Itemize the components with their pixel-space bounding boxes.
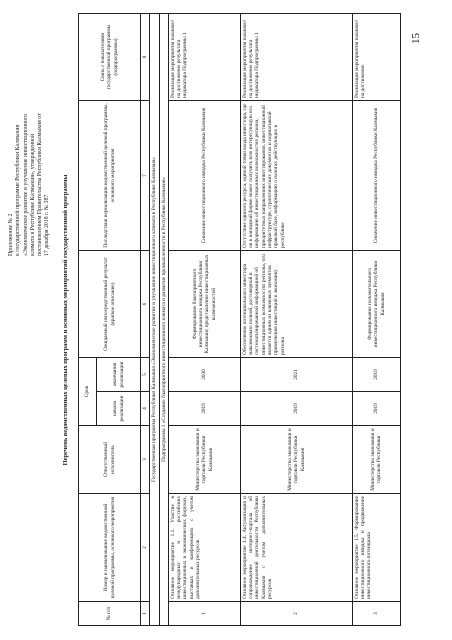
header-link: Связь с показателями государственной программы (подпрограммы): [79, 14, 141, 101]
column-number: 7: [141, 101, 150, 251]
row-end: 2019: [352, 358, 400, 392]
subprogram-row: Подпрограмма 1 «Создание благоприятного инвестиционного климата и развитие промышленности в Республике Калмыкия»: [159, 14, 168, 626]
header-result: Ожидаемый непосредственный результат (краткое описание): [79, 251, 141, 358]
table-row: [168, 14, 240, 626]
row-consequences: Снижение инвестиционного имиджа Республики Калмыкия: [168, 101, 240, 251]
row-executor: Министерство экономики и торговли Республики Калмыкия: [168, 426, 240, 494]
row-name: Основное мероприятие 1.5. Формирование инвестиционного имиджа и продвижение инвестиционного потенциала: [352, 494, 400, 602]
row-executor: Министерство экономики и торговли Республики: [352, 426, 400, 494]
program-row: Государственная программа Республики Калмыкия «Экономическое развитие и улучшение инвестиционного климата в Республике Калмыкия»: [150, 14, 159, 626]
row-start: 2019: [352, 392, 400, 426]
column-number: 4: [141, 392, 150, 426]
header-consequences: Последствия нереализации ведомственной целевой программы, основного мероприятия: [79, 101, 141, 251]
column-number: 5: [141, 358, 150, 392]
row-start: 2019: [240, 392, 352, 426]
row-executor: Министерство экономики и торговли Республики Калмыкия: [240, 426, 352, 494]
appendix-line: 17 декабря 2018 г. № 387: [44, 194, 51, 256]
row-number: 3: [352, 602, 400, 626]
appendix-line: климата в Республике Калмыкия», утвержденной: [29, 133, 36, 256]
appendix-line: постановлением Правительства Республики Калмыкия от: [37, 113, 44, 256]
column-number: 6: [141, 251, 150, 358]
row-result: Формирование положительного инвестиционного имиджа Республики Калмыкия: [352, 251, 400, 358]
row-consequences: Отсутствие единого ресурса, единой точки входа инвестора, где он в наглядной форме может получить всю интересующую его информацию об инвестиционных возможностях региона, приоритетных направлениях инвестирования, инвестиционной инфраструктуре, стратегических документах и нормативной правовой базе, информацию о налогах действующих в республике: [240, 101, 352, 251]
column-number: 2: [141, 494, 150, 602]
header-name: Номер и наименование ведомственной целевой программы, основного мероприятия: [79, 494, 141, 602]
row-number: 1: [168, 602, 240, 626]
row-name: Основное мероприятие 1.1. Участие в международных и российских инвестиционных и экономических форумах, выставках и конференциях с учетом дополнительных ресурсов: [168, 494, 240, 602]
row-result: Формирование благоприятного инвестиционного имиджа Республики Калмыкия; представление инвестиционных возможностей: [168, 251, 240, 358]
row-start: 2019: [168, 392, 240, 426]
row-number: 2: [240, 602, 352, 626]
row-link: Реализация мероприятия повлияет на достижение результата индикатора Подпрограммы 1: [240, 14, 352, 101]
column-number: 1: [141, 602, 150, 626]
row-consequences: Снижение инвестиционного имиджа Республики Калмыкия: [352, 101, 400, 251]
header-start: начала реализации: [97, 392, 141, 426]
header-term: Срок: [79, 358, 97, 426]
row-end: 2021: [240, 358, 352, 392]
appendix-line: «Экономическое развитие и улучшение инвестиционного: [22, 113, 29, 256]
header-no: № п/п: [79, 602, 141, 626]
header-end: окончания реализации: [97, 358, 141, 392]
programs-table: [78, 13, 401, 626]
table-row: [352, 14, 400, 626]
appendix-line: Приложение № 2: [8, 213, 14, 256]
row-end: 2030: [168, 358, 240, 392]
appendix-note: [8, 6, 52, 256]
appendix-line: к государственной программе Республики Калмыкия: [15, 124, 22, 256]
row-name: Основное мероприятие 1.4. Актуализация и сопровождение интернет-портала об инвестиционной деятельности Республики Калмыкия с учетом дополнительных ресурсов: [240, 494, 352, 602]
document-title: Перечень ведомственных целевых программ и основных мероприятий государственной программы: [62, 174, 69, 466]
row-link: Реализация мероприятия повлияет на достижение результата индикатора Подпрограммы 1: [168, 14, 240, 101]
table-row: [240, 14, 352, 626]
row-result: Обеспечение потенциального инвестора максимально полной, достоверной и систематизированной информацией об инвестиционных возможностях региона, что является одним из ключевых элементов привлечения инвестиций в экономику региона: [240, 251, 352, 358]
column-number: 3: [141, 426, 150, 494]
header-executor: Ответственный исполнитель: [79, 426, 141, 494]
page-number: 15: [410, 33, 422, 44]
column-number: 8: [141, 14, 150, 101]
row-link: Реализация мероприятия повлияет на достижение: [352, 14, 400, 101]
